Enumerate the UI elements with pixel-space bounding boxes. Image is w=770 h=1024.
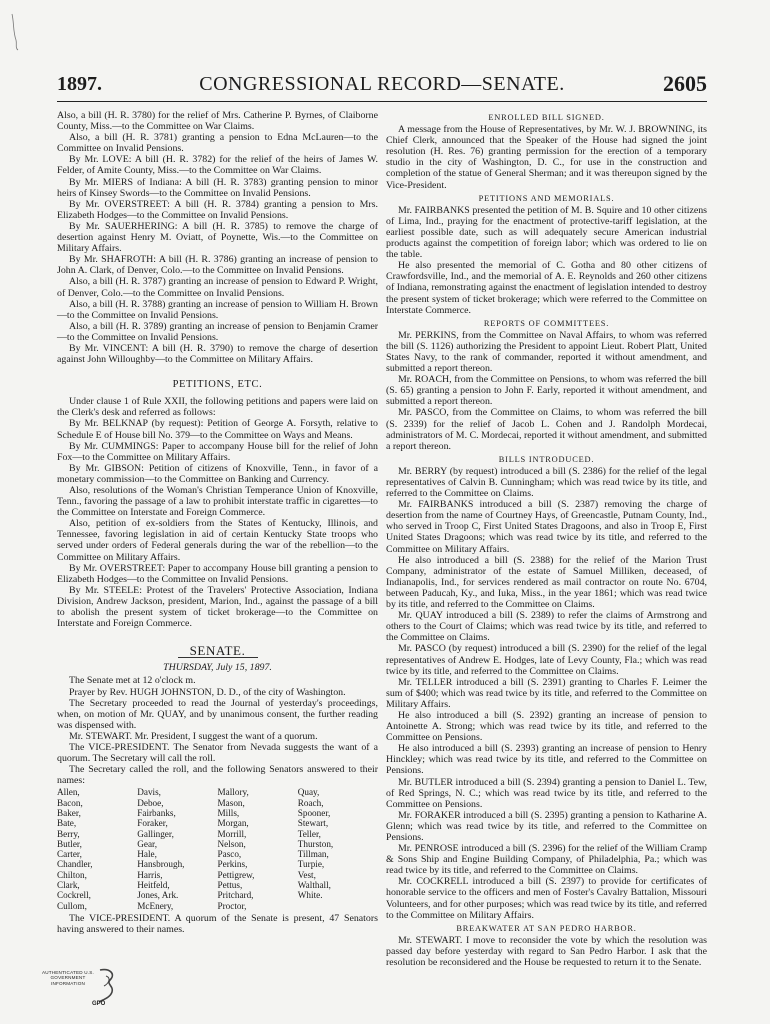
gpo-label: GPO [92,1001,106,1007]
senator-name: Quay, [297,787,320,798]
senate-proceedings [57,675,378,786]
senator-name: Pasco, [217,849,242,860]
senator-name: Harris, [137,869,163,880]
senator-name: Bacon, [57,797,83,808]
senator-name: Tillman, [297,849,329,860]
senator-name: Butler, [57,838,82,849]
senator-name: Cockrell, [57,890,91,901]
paragraph: Mr. FAIRBANKS presented the petition of M. B. Squire and 10 other citizens of Lima, Ind., praying for the enactment of protective-tariff legislation, at the earliest possible date, such as will adequately secure American industrial products against the competition of foreign labor; which was ordered to lie on the table. [386,204,707,261]
senate-heading: SENATE. [178,645,258,658]
paragraph: Mr. COCKRELL introduced a bill (S. 2397) to provide for certificates of honorable service to the officers and men of Foster's Cavalry Battalion, Missouri Volunteers, and for other purposes; which was read twice by its title, and referred to the Committee on Military Affairs. [386,876,707,921]
paragraph: He also introduced a bill (S. 2392) granting an increase of pension to Antoinette A. Strong; which was read twice by its title, and referred to the Committee on Pensions. [386,709,707,744]
senator-name: Hale, [137,849,157,860]
paragraph: Mr. ROACH, from the Committee on Pensions, to whom was referred the bill (S. 65) granting a pension to John F. Early, reported it without amendment, and submitted a report thereon. [386,374,707,408]
paragraph: By Mr. GIBSON: Petition of citizens of Knoxville, Tenn., in favor of a monetary commission—to the Committee on Banking and Currency. [57,462,378,485]
paragraph: Prayer by Rev. HUGH JOHNSTON, D. D., of the city of Washington. [69,686,346,698]
quorum-paragraph: The VICE-PRESIDENT. A quorum of the Senate is present, 47 Senators having answered to their names. [57,912,378,935]
house-bills-list [57,110,378,365]
senator-name: White. [297,890,323,901]
paragraph: Mr. STEWART. I move to reconsider the vote by which the resolution was passed day before yesterday with regard to San Pedro Harbor. I ask that the resolution be reconsidered and the House be requested to return it to the Senate. [386,934,707,969]
senator-name: Cullom, [57,900,87,911]
paragraph: By Mr. OVERSTREET: Paper to accompany House bill granting a pension to Elizabeth Hodges—to the Committee on Invalid Pensions. [57,562,378,585]
header-page-number: 2605 [663,71,707,96]
senator-name: Foraker, [137,818,168,829]
senator-name: Proctor, [217,900,247,911]
senator-name: Chandler, [57,859,93,870]
senator-name: Fairbanks, [137,807,176,818]
senator-name: Morrill, [217,828,247,839]
senator-name: Jones, Ark. [137,890,179,901]
paragraph: He also introduced a bill (S. 2393) granting an increase of pension to Henry Hinckley; which was read twice by its title, and referred to the Committee on Pensions. [386,743,707,777]
senator-name: Mason, [217,797,245,808]
right-column [386,110,707,968]
roll-call-names [57,787,378,911]
eagle-icon [96,966,120,1004]
seal-text: AUTHENTICATED U.S. GOVERNMENT INFORMATION [41,970,94,986]
paragraph: By Mr. BELKNAP (by request): Petition of George A. Forsyth, relative to Schedule E of House bill No. 379—to the Committee on Ways and Means. [57,418,378,441]
paragraph: By Mr. SAUERHERING: A bill (H. R. 3785) to remove the charge of desertion against Henry M. Oviatt, of Poynette, Wis.—to the Committee on Military Affairs. [57,220,378,255]
reports-heading: REPORTS OF COMMITTEES. [483,318,610,328]
senator-name: Davis, [137,787,161,798]
paragraph: Mr. BERRY (by request) introduced a bill (S. 2386) for the relief of the legal representatives of Calvin B. Cunningham; which was read twice by its title, and referred to the Committee on Claims. [386,465,707,500]
senator-name: Mills, [217,807,240,818]
senator-name: Pettigrew, [217,869,255,880]
roll-column [57,787,137,911]
senator-name: Vest, [297,869,316,880]
gpo-authentication-seal [38,966,118,1012]
senator-name: Bate, [57,818,77,829]
breakwater-heading: BREAKWATER AT SAN PEDRO HARBOR. [456,923,637,933]
senator-name: Mallory, [217,787,249,798]
paragraph: Also, a bill (H. R. 3787) granting an increase of pension to Edward P. Wright, of Denver, Colo.—to the Committee on Invalid Pensions. [57,276,378,299]
senator-name: Heitfeld, [137,880,170,891]
senate-dateline: THURSDAY, July 15, 1897. [163,662,272,674]
enrolled-heading: ENROLLED BILL SIGNED. [488,113,605,122]
senator-name: Spooner, [297,807,331,818]
roll-column [137,787,217,911]
paragraph: Mr. PASCO, from the Committee on Claims, to whom was referred the bill (S. 2339) for the relief of Jacob L. Cohen and J. Randolph Mordecai, administrators of M. C. Mordecai, reported it without amendment, and submitted a report thereon. [386,407,707,452]
senator-name: Walthall, [297,880,331,891]
roll-column [298,787,378,911]
paragraph: The Secretary proceeded to read the Journal of yesterday's proceedings, when, on motion of Mr. QUAY, and by unanimous consent, the further reading was dispensed with. [57,697,378,731]
senator-name: McEnery, [137,900,174,911]
senator-name: Gallinger, [137,828,174,839]
paragraph: Mr. BUTLER introduced a bill (S. 2394) granting a pension to Daniel L. Tew, of Red Springs, N. C.; which was read twice by its title, and referred to the Committee on Pensions. [386,776,707,810]
paragraph: Mr. STEWART. Mr. President, I suggest the want of a quorum. [69,730,318,742]
paragraph: Also, a bill (H. R. 3789) granting an increase of pension to Benjamin Cramer—to the Committee on Invalid Pensions. [57,320,378,343]
paragraph: He also introduced a bill (S. 2388) for the relief of the Marion Trust Company, administrator of the estate of Samuel Milliken, deceased, of Indianapolis, Ind., for services rendered as mail contractor on route No. 6704, between Paducah, Ky., and Iuka, Miss., in the year 1861; which was read twice by its title, and referred to the Committee on Claims. [386,554,707,611]
senator-name: Chilton, [57,869,87,880]
senator-name: Thurston, [297,838,334,849]
paragraph: By Mr. STEELE: Protest of the Travelers' Protective Association, Indiana Division, Andrew Jackson, president, Marion, Ind., against the passage of a bill to abolish the present system of ticket brokerage—to the Committee on Interstate and Foreign Commerce. [57,584,378,630]
roll-column [218,787,298,911]
header-year: 1897. [57,73,102,95]
senator-name: Perkins, [217,859,248,870]
senator-name: Gear, [137,838,158,849]
paragraph: Mr. PASCO (by request) introduced a bill (S. 2390) for the relief of the legal representatives of Andrew E. Hodges, late of Levy County, Fla.; which was read twice by its title, and referred to the Committee on Claims. [386,643,707,677]
senator-name: Roach, [297,797,324,808]
paragraph: Also, resolutions of the Woman's Christian Temperance Union of Knoxville, Tenn., favoring the passage of a law to prohibit interstate traffic in cigarettes—to the Committee on Interstate and Foreign Commerce. [57,485,378,519]
paragraph: By Mr. MIERS of Indiana: A bill (H. R. 3783) granting pension to minor heirs of Kinsey Swords—to the Committee on Invalid Pensions. [57,176,378,199]
paragraph: A message from the House of Representatives, by Mr. W. J. BROWNING, its Chief Clerk, announced that the Speaker of the House had signed the joint resolution (H. Res. 76) granting permission for the erection of a temporary studio in the city of Washington, D. C., for use in the construction and completion of the statue of General Sherman; and it was thereupon signed by the Vice-President. [386,124,707,191]
paragraph: Also, a bill (H. R. 3781) granting a pension to Edna McLauren—to the Committee on Invalid Pensions. [57,132,378,155]
paragraph: The Secretary called the roll, and the following Senators answered to their names: [57,764,378,787]
left-column [57,110,378,935]
paragraph: Also, a bill (H. R. 3780) for the relief of Mrs. Catherine P. Byrnes, of Claiborne County, Miss.—to the Committee on War Claims. [57,110,378,133]
senator-name: Teller, [297,828,321,839]
paragraph: The Senate met at 12 o'clock m. [69,675,196,687]
paragraph: The VICE-PRESIDENT. The Senator from Nevada suggests the want of a quorum. The Secretary will call the roll. [57,741,378,765]
senator-name: Pettus, [217,880,243,891]
bills-heading: BILLS INTRODUCED. [498,454,595,464]
paragraph: Mr. FORAKER introduced a bill (S. 2395) granting a pension to Katharine A. Glenn; which was read twice by its title, and referred to the Committee on Pensions. [386,809,707,843]
senator-name: Baker, [57,807,81,818]
memorials-heading: PETITIONS AND MEMORIALS. [478,193,615,203]
paragraph: By Mr. LOVE: A bill (H. R. 3782) for the relief of the heirs of James W. Felder, of Amite County, Miss.—to the Committee on War Claims. [57,154,378,177]
paragraph: Mr. PENROSE introduced a bill (S. 2396) for the relief of the William Cramp & Sons Ship and Engine Building Company, of Philadelphia, Pa.; which was read twice by its title, and referred to the Committee on Claims. [386,843,707,877]
senator-name: Pritchard, [217,890,254,901]
senator-name: Carter, [57,849,82,860]
senator-name: Clark, [57,880,80,891]
margin-mark [10,12,20,57]
paragraph: Mr. QUAY introduced a bill (S. 2389) to refer the claims of Armstrong and others to the Court of Claims; which was read twice by its title, and referred to the Committee on Claims. [386,610,707,644]
header-title: CONGRESSIONAL RECORD—SENATE. [199,73,565,95]
paragraph: He also presented the memorial of C. Gotha and 80 other citizens of Crawfordsville, Ind., and the memorial of A. E. Reynolds and 260 other citizens of Indiana, remonstrating against the enactment of legislation intended to destroy the present system of ticket brokerage; which were referred to the Committee on Interstate Commerce. [386,260,707,316]
senator-name: Turpie, [297,859,325,870]
senator-name: Nelson, [217,838,246,849]
senator-name: Morgan, [217,818,249,829]
senator-name: Deboe, [137,797,164,808]
paragraph: Also, a bill (H. R. 3788) granting an increase of pension to William H. Brown—to the Committee on Invalid Pensions. [57,298,378,321]
paragraph: Mr. TELLER introduced a bill (S. 2391) granting to Charles F. Leimer the sum of $400; which was read twice by its title, and referred to the Committee on Military Affairs. [386,676,707,710]
senator-name: Hansbrough, [137,859,185,870]
senator-name: Allen, [57,787,80,798]
paragraph: By Mr. SHAFROTH: A bill (H. R. 3786) granting an increase of pension to John A. Clark, of Denver, Colo.—to the Committee on Invalid Pensions. [57,254,378,277]
senator-name: Stewart, [297,818,329,829]
petitions-heading: PETITIONS, ETC. [172,379,263,391]
paragraph: By Mr. OVERSTREET: A bill (H. R. 3784) granting a pension to Mrs. Elizabeth Hodges—to the Committee on Invalid Pensions. [57,198,378,221]
petitions-list [57,396,378,629]
paragraph: By Mr. CUMMINGS: Paper to accompany House bill for the relief of John Fox—to the Committee on Military Affairs. [57,440,378,463]
paragraph: Under clause 1 of Rule XXII, the following petitions and papers were laid on the Clerk's desk and referred as follows: [57,396,378,419]
paragraph: By Mr. VINCENT: A bill (H. R. 3790) to remove the charge of desertion against John Willoughby—to the Committee on Military Affairs. [57,342,378,366]
senator-name: Berry, [57,828,80,839]
page-header [57,71,707,102]
paragraph: Mr. FAIRBANKS introduced a bill (S. 2387) removing the charge of desertion from the name of Courtney Hays, of Greencastle, Putnam County, Ind., who served in Troop C, First United States Dragoons, and also in Troop E, First United States Dragoons; which was read twice by its title, and referred to the Committee on Military Affairs. [386,499,707,555]
paragraph: Also, petition of ex-soldiers from the States of Kentucky, Illinois, and Tennessee, favoring legislation in aid of certain Kentucky State troops who served under orders of Federal generals during the war of the rebellion—to the Committee on Military Affairs. [57,518,378,563]
paragraph: Mr. PERKINS, from the Committee on Naval Affairs, to whom was referred the bill (S. 1126) authorizing the President to appoint Lieut. Robert Platt, United States Navy, to the rank of commander, reported it without amendment, and submitted a report thereon. [386,329,707,375]
